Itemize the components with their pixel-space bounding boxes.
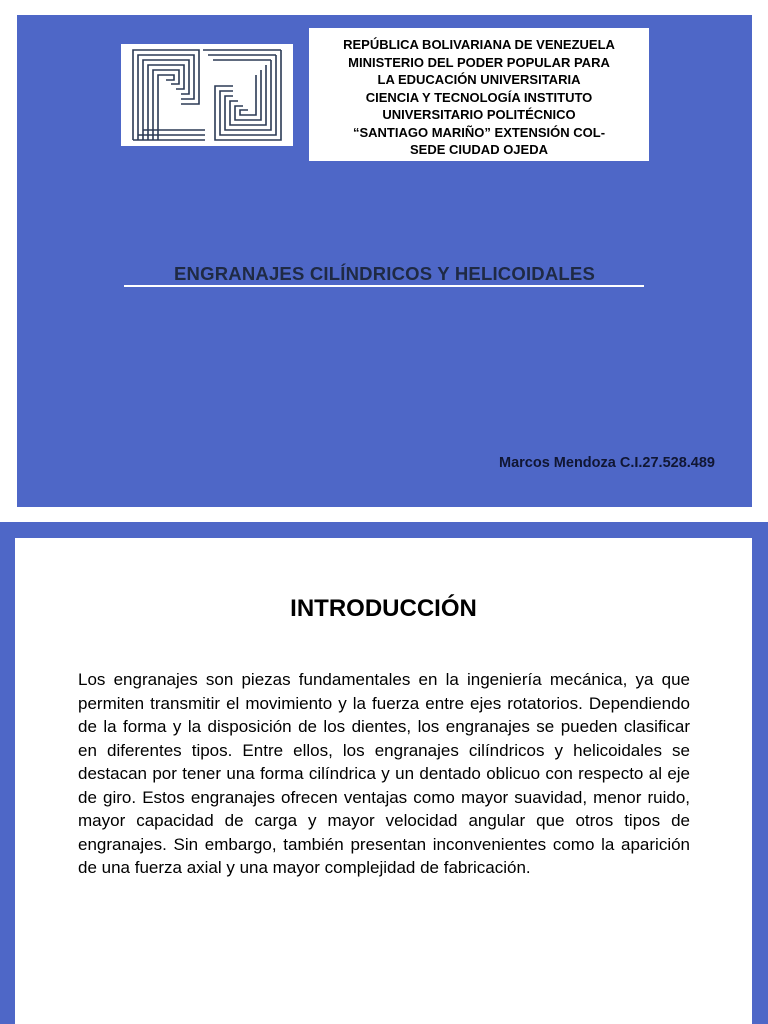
introduction-body: Los engranajes son piezas fundamentales en la ingeniería mecánica, ya que permiten transmitir el movimiento y la fuerza entre ejes rotatorios. Dependiendo de la forma y la disposición de los dientes, los engranajes se pueden clasificar en diferentes tipos. Entre ellos, los engranajes cilíndricos y helicoidales se destacan por tener una forma cilíndrica y un dentado oblicuo con respecto al eje de giro. Estos engranajes ofrecen ventajas como mayor suavidad, menor ruido, mayor capacidad de carga y mayor velocidad angular que otros tipos de engranajes. Sin embargo, también presentan inconvenientes como la aparición de una fuerza axial y una mayor complejidad de fabricación. — [78, 670, 690, 877]
header-line: SEDE CIUDAD OJEDA — [410, 142, 548, 157]
institute-logo — [121, 44, 293, 146]
cover-slide-background — [17, 15, 752, 507]
cover-title: ENGRANAJES CILÍNDRICOS Y HELICOIDALES — [174, 263, 595, 284]
header-line: REPÚBLICA BOLIVARIANA DE VENEZUELA — [343, 37, 615, 52]
header-line: UNIVERSITARIO POLITÉCNICO — [382, 107, 576, 122]
author-label: Marcos Mendoza C.I.27.528.489 — [499, 455, 715, 471]
title-underline — [124, 285, 644, 287]
institution-header — [309, 28, 649, 161]
header-line: CIENCIA Y TECNOLOGÍA INSTITUTO — [365, 89, 593, 105]
maze-logo-icon — [121, 44, 293, 146]
introduction-slide-background — [15, 538, 752, 1024]
header-line: MINISTERIO DEL PODER POPULAR PARA — [348, 54, 610, 70]
introduction-heading: INTRODUCCIÓN — [290, 595, 477, 622]
introduction-slide — [0, 522, 768, 1024]
header-line: “SANTIAGO MARIÑO” EXTENSIÓN COL- — [352, 124, 606, 140]
header-line: LA EDUCACIÓN UNIVERSITARIA — [377, 72, 581, 87]
